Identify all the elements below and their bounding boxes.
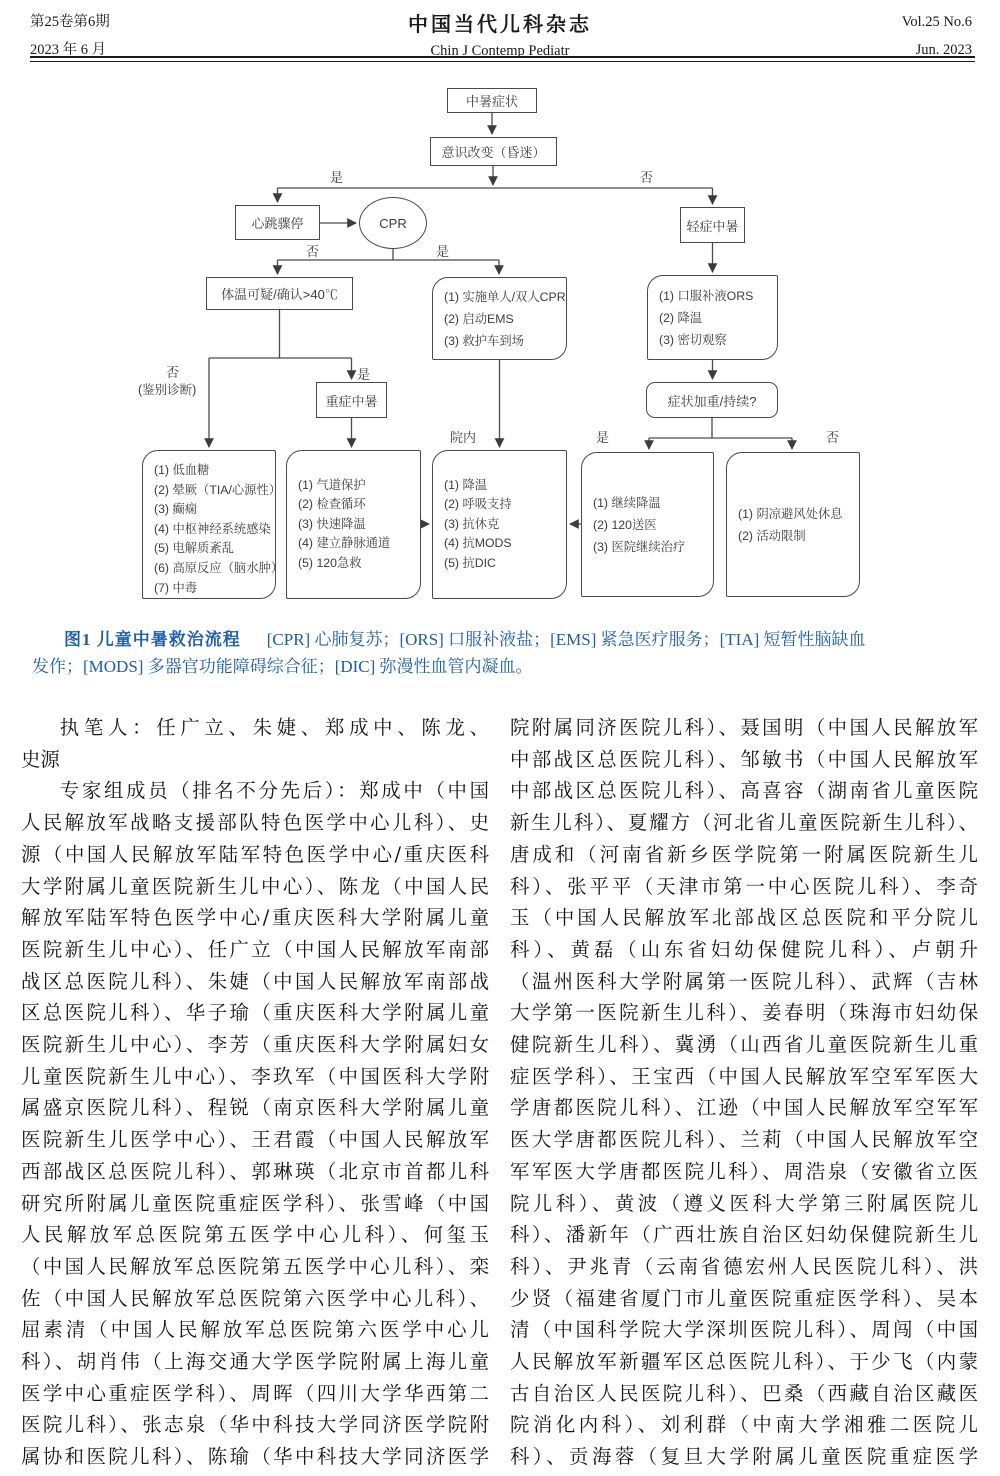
node-cpr: CPR <box>359 197 427 249</box>
body-text-line: 科）、尹兆青（云南省德宏州人民医院儿科）、洪 <box>510 1254 978 1278</box>
body-text-line: 科）、胡肖伟（上海交通大学医学院附属上海儿童 <box>21 1350 489 1374</box>
journal-title-block <box>0 8 1000 60</box>
list-continue-treatment <box>581 452 714 597</box>
continue-step: (1) 继续降温 <box>593 495 661 510</box>
body-text-line: 佐（中国人民解放军总医院第六医学中心儿科）、 <box>21 1286 489 1310</box>
label-yes-temp: 是 <box>357 367 371 382</box>
rest-step: (2) 活动限制 <box>738 528 806 543</box>
hospital-step: (2) 呼吸支持 <box>444 497 512 512</box>
issue-date-en: Jun. 2023 <box>915 42 972 58</box>
body-text-line: 大学附属儿童医院新生儿中心）、陈龙（中国人民 <box>21 874 489 898</box>
caption-line1 <box>64 626 976 653</box>
body-text-line: 研究所附属儿童医院重症医学科）、张雪峰（中国 <box>21 1191 489 1215</box>
severe-step: (4) 建立静脉通道 <box>298 536 391 551</box>
journal-title-en: Chin J Contemp Pediatr <box>430 43 570 59</box>
continue-step: (2) 120送医 <box>593 517 657 532</box>
body-text-line: 西部战区总医院儿科）、郭琳瑛（北京市首都儿科 <box>21 1159 489 1183</box>
body-text-line: 专家组成员（排名不分先后）：郑成中（中国 <box>59 779 489 803</box>
list-severe-treatment <box>286 450 421 599</box>
hospital-step: (5) 抗DIC <box>444 555 496 570</box>
issue-date-zh: 2023 年 6 月 <box>30 42 107 58</box>
body-text-line: （中国人民解放军总医院第五医学中心儿科）、栾 <box>21 1254 489 1278</box>
body-text-line: 医院新生儿医学中心）、王君霞（中国人民解放军 <box>21 1128 489 1152</box>
cpr-step: (2) 启动EMS <box>444 311 514 326</box>
hospital-step: (3) 抗休克 <box>444 516 500 531</box>
body-text-line: 院附属同济医院儿科）、聂国明（中国人民解放军 <box>510 716 978 739</box>
label-no-temp: 否 <box>166 365 180 380</box>
hospital-step: (4) 抗MODS <box>444 536 512 551</box>
body-text-line: 解放军陆军特色医学中心/重庆医科大学附属儿童 <box>21 906 489 930</box>
rest-step: (1) 阴凉避风处休息 <box>738 506 843 521</box>
cpr-step: (1) 实施单人/双人CPR <box>444 289 566 304</box>
body-text-line: 科）、黄磊（山东省妇幼保健院儿科）、卢朝升 <box>510 937 978 961</box>
journal-title-zh: 中国当代儿科杂志 <box>408 14 592 36</box>
list-ors-steps <box>647 275 778 360</box>
header-divider <box>30 56 975 62</box>
ors-step: (2) 降温 <box>659 310 703 325</box>
node-mild-heatstroke: 轻症中暑 <box>680 207 745 243</box>
body-text-line: 大学第一医院新生儿科）、姜春明（珠海市妇幼保 <box>510 1001 978 1025</box>
body-text-line: 史源 <box>21 747 60 771</box>
label-yes-consciousness: 是 <box>330 170 344 185</box>
differential-item: (6) 高原反应（脑水肿） <box>154 560 284 575</box>
body-text-line: 执笔人：任广立、朱婕、郑成中、陈龙、 <box>59 716 489 739</box>
label-in-hospital: 院内 <box>450 430 477 445</box>
ors-step: (1) 口服补液ORS <box>659 288 754 303</box>
body-text-line: 区总医院儿科）、华子瑜（重庆医科大学附属儿童 <box>21 1001 489 1025</box>
body-text-line: 中部战区总医院儿科）、邹敏书（中国人民解放军 <box>510 747 978 771</box>
figure-title: 图1 儿童中暑救治流程 <box>64 630 241 649</box>
severe-step: (5) 120急救 <box>298 555 362 570</box>
differential-item: (5) 电解质紊乱 <box>154 541 234 556</box>
severe-step: (2) 检查循环 <box>298 497 366 512</box>
caption-abbr-part1: [CPR] 心肺复苏；[ORS] 口服补液盐；[EMS] 紧急医疗服务；[TIA] 短暂性脑缺血 <box>266 630 866 649</box>
node-symptoms-worsen: 症状加重/持续? <box>646 382 778 418</box>
node-consciousness-change: 意识改变（昏迷） <box>430 137 557 166</box>
differential-item: (3) 癫痫 <box>154 502 198 517</box>
node-heatstroke-symptoms: 中暑症状 <box>447 88 537 113</box>
ors-step: (3) 密切观察 <box>659 332 727 347</box>
label-yes-worsen: 是 <box>596 430 610 445</box>
label-no-consciousness: 否 <box>640 170 654 185</box>
body-text-line: 玉（中国人民解放军北部战区总医院和平分院儿 <box>510 906 978 930</box>
body-text-line: 古自治区人民医院儿科）、巴桑（西藏自治区藏医 <box>510 1381 978 1405</box>
label-no-worsen: 否 <box>826 430 840 445</box>
body-text-line: 科）、张平平（天津市第一中心医院儿科）、李奇 <box>510 874 978 898</box>
body-text-line: 症医学科）、王宝西（中国人民解放军空军军医大 <box>510 1064 978 1088</box>
body-text-line: 医学中心重症医学科）、周晖（四川大学华西第二 <box>21 1381 489 1405</box>
heatstroke-flowchart <box>0 80 1000 622</box>
body-text-line: 军军医大学唐都医院儿科）、周浩泉（安徽省立医 <box>510 1159 978 1183</box>
body-text-line: 医院新生儿中心）、任广立（中国人民解放军南部 <box>21 937 489 961</box>
differential-item: (7) 中毒 <box>154 580 198 595</box>
body-column-right <box>510 712 978 1473</box>
figure-caption <box>32 626 976 680</box>
body-text-line: 学唐都医院儿科）、江逊（中国人民解放军空军军 <box>510 1096 978 1120</box>
body-text-line: 中部战区总医院儿科）、高喜容（湖南省儿童医院 <box>510 779 978 803</box>
body-text-line: 科）、潘新年（广西壮族自治区妇幼保健院新生儿 <box>510 1223 978 1247</box>
severe-step: (1) 气道保护 <box>298 477 366 492</box>
list-hospital-treatment <box>432 450 567 599</box>
differential-item: (1) 低血糖 <box>154 463 210 477</box>
body-text-line: 少贤（福建省厦门市儿童医院重症医学科）、吴本 <box>510 1286 978 1310</box>
differential-item: (4) 中枢神经系统感染 <box>154 521 271 536</box>
body-text-line: 清（中国科学院大学深圳医院儿科）、周闯（中国 <box>510 1318 978 1342</box>
body-text-line: （温州医科大学附属第一医院儿科）、武辉（吉林 <box>510 969 978 993</box>
body-text-line: 院儿科）、黄波（遵义医科大学第三附属医院儿 <box>510 1191 978 1215</box>
journal-header <box>0 6 1000 59</box>
body-text-line: 人民解放军战略支援部队特色医学中心儿科）、史 <box>21 811 489 835</box>
body-text-line: 属协和医院儿科）、陈瑜（华中科技大学同济医学 <box>21 1445 489 1469</box>
body-text-line: 儿童医院新生儿中心）、李玖军（中国医科大学附 <box>21 1064 489 1088</box>
list-rest-limit <box>726 452 860 597</box>
volume-en: Vol.25 No.6 <box>901 14 972 30</box>
hospital-step: (1) 降温 <box>444 477 488 492</box>
list-differential-diagnosis <box>142 450 284 599</box>
body-columns <box>21 712 978 1473</box>
label-no-cpr: 否 <box>306 244 320 259</box>
body-column-left <box>21 712 489 1473</box>
severe-step: (3) 快速降温 <box>298 516 366 531</box>
node-cardiac-arrest: 心跳骤停 <box>235 205 320 240</box>
body-text-line: 科）、贡海蓉（复旦大学附属儿童医院重症医学 <box>510 1445 978 1469</box>
differential-item: (2) 晕厥（TIA/心源性） <box>154 482 282 497</box>
body-text-line: 医院儿科）、张志泉（华中科技大学同济医学院附 <box>21 1413 489 1437</box>
volume-issue: 第25卷第6期 <box>30 14 110 30</box>
label-differential-diagnosis: (鉴别诊断) <box>138 383 197 397</box>
body-text-line: 医大学唐都医院儿科）、兰莉（中国人民解放军空 <box>510 1128 978 1152</box>
body-text-line: 医院新生儿中心）、李芳（重庆医科大学附属妇女 <box>21 1033 489 1057</box>
body-text-line: 战区总医院儿科）、朱婕（中国人民解放军南部战 <box>21 969 489 993</box>
body-text-line: 人民解放军总医院第五医学中心儿科）、何玺玉 <box>21 1223 489 1247</box>
body-text-line: 人民解放军新疆军区总医院儿科）、于少飞（内蒙 <box>510 1350 978 1374</box>
body-text-line: 健院新生儿科）、冀湧（山西省儿童医院新生儿重 <box>510 1033 978 1057</box>
body-text-line: 唐成和（河南省新乡医学院第一附属医院新生儿 <box>510 842 978 866</box>
node-severe-heatstroke: 重症中暑 <box>316 382 387 418</box>
caption-line2: 发作；[MODS] 多器官功能障碍综合征；[DIC] 弥漫性血管内凝血。 <box>32 657 533 676</box>
node-temperature-check: 体温可疑/确认>40℃ <box>206 277 353 310</box>
continue-step: (3) 医院继续治疗 <box>593 539 686 554</box>
body-text-line: 新生儿科）、夏耀方（河北省儿童医院新生儿科）、 <box>510 811 978 835</box>
body-text-line: 源（中国人民解放军陆军特色医学中心/重庆医科 <box>21 842 489 866</box>
body-text-line: 院消化内科）、刘利群（中南大学湘雅二医院儿 <box>510 1413 978 1437</box>
cpr-step: (3) 救护车到场 <box>444 333 524 348</box>
body-text-line: 屈素清（中国人民解放军总医院第六医学中心儿 <box>21 1318 489 1342</box>
list-cpr-steps <box>432 277 567 360</box>
label-yes-cpr: 是 <box>436 244 450 259</box>
body-text-line: 属盛京医院儿科）、程锐（南京医科大学附属儿童 <box>21 1096 489 1120</box>
